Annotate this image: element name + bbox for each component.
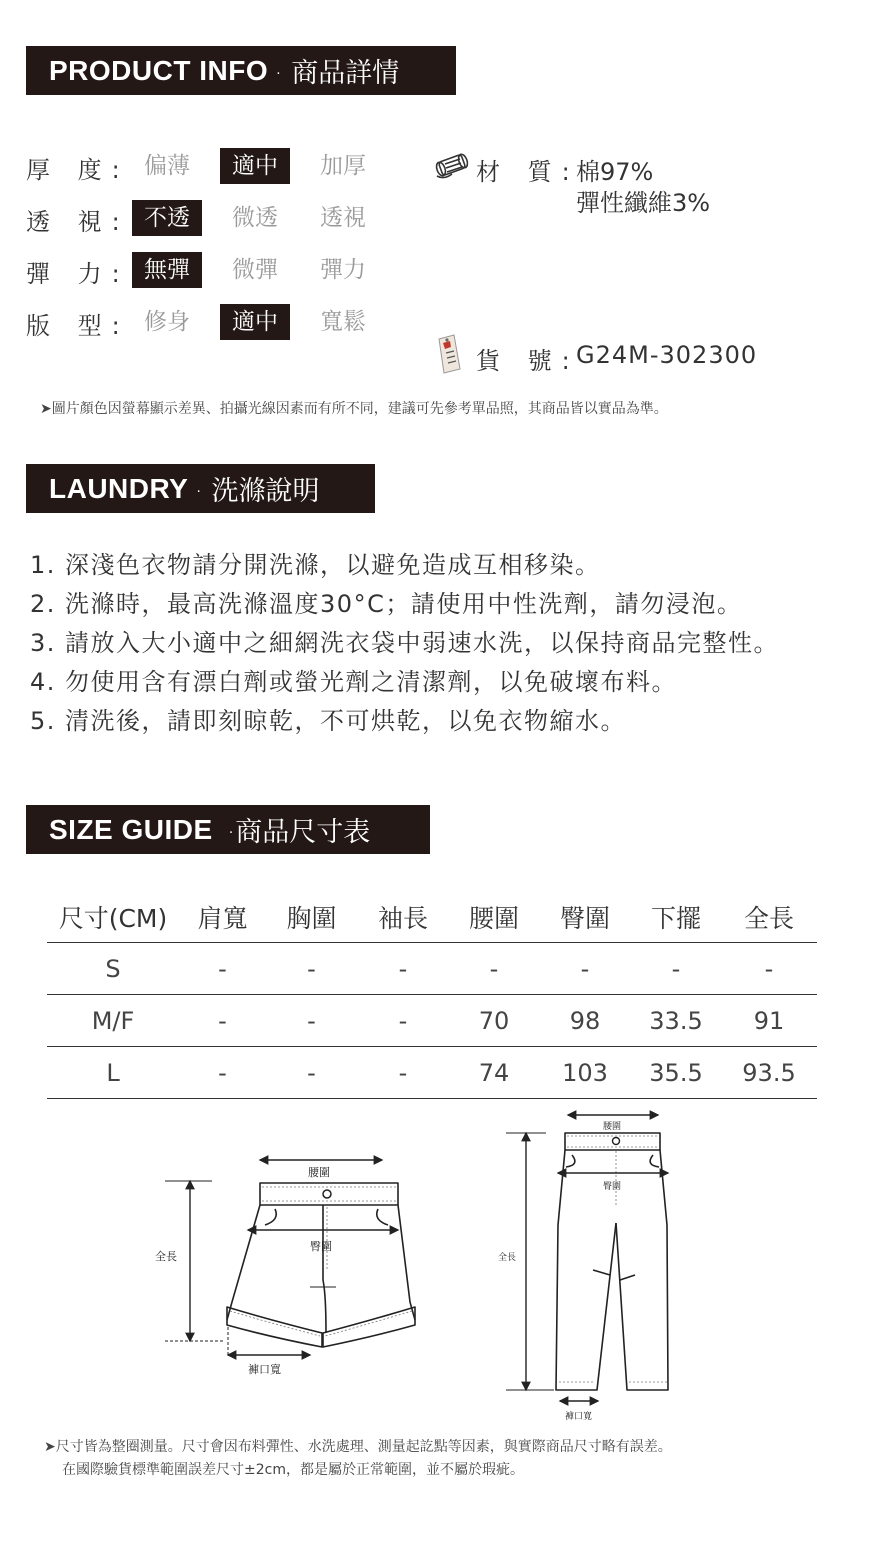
thread-spool-icon (434, 152, 472, 182)
sheerness-option-sheer: 透視 (320, 205, 366, 231)
laundry-item: 2. 洗滌時，最高洗滌溫度30°C；請使用中性洗劑，請勿浸泡。 (30, 590, 743, 618)
shorts-diagram (140, 1105, 460, 1405)
sku-label: 貨 號: (476, 347, 580, 375)
table-cell: M/F (47, 995, 179, 1047)
table-cell: - (721, 943, 817, 995)
table-cell: L (47, 1047, 179, 1099)
elasticity-option-slight: 微彈 (232, 257, 278, 283)
pants-diagram (490, 1105, 690, 1425)
table-cell: - (631, 943, 721, 995)
laundry-item: 5. 清洗後，請即刻晾乾，不可烘乾，以免衣物縮水。 (30, 707, 627, 735)
column-header-sleeve: 袖長 (357, 892, 449, 943)
size-guide-subtitle: ·商品尺寸表 (226, 817, 371, 848)
column-header-chest: 胸圍 (266, 892, 357, 943)
diagram-label-hip: 臀圍 (603, 1182, 622, 1192)
table-cell: 33.5 (631, 995, 721, 1047)
column-header-size: 尺寸(CM) (47, 892, 179, 943)
material-label: 材 質: (476, 158, 580, 186)
table-cell: - (179, 943, 266, 995)
table-cell: 103 (539, 1047, 631, 1099)
column-header-hip: 臀圍 (539, 892, 631, 943)
elasticity-option-none: 無彈 (132, 252, 202, 288)
elasticity-label: 彈 力: (26, 260, 130, 288)
color-disclaimer-note: ➤圖片顏色因螢幕顯示差異、拍攝光線因素而有所不同，建議可先參考單品照，其商品皆以實品為準。 (40, 401, 668, 417)
thickness-option-thick: 加厚 (320, 153, 366, 179)
laundry-item: 1. 深淺色衣物請分開洗滌，以避免造成互相移染。 (30, 551, 601, 579)
material-line-cotton: 棉97% (576, 158, 654, 186)
diagram-label-length: 全長 (498, 1253, 517, 1263)
laundry-item: 3. 請放入大小適中之細網洗衣袋中弱速水洗，以保持商品完整性。 (30, 629, 780, 657)
table-cell: 70 (449, 995, 539, 1047)
size-note-line-2: 在國際驗貨標準範圍誤差尺寸±2cm，都是屬於正常範圍，並不屬於瑕疵。 (62, 1462, 524, 1478)
table-cell: 98 (539, 995, 631, 1047)
hang-tag-icon (436, 333, 464, 375)
table-cell: - (357, 943, 449, 995)
table-cell: S (47, 943, 179, 995)
column-header-length: 全長 (721, 892, 817, 943)
table-cell: - (357, 1047, 449, 1099)
diagram-label-hem: 褲口寬 (565, 1412, 593, 1422)
sheerness-option-opaque: 不透 (132, 200, 202, 236)
sheerness-label: 透 視: (26, 208, 130, 236)
table-cell: - (539, 943, 631, 995)
table-cell: 91 (721, 995, 817, 1047)
size-table-header-row (47, 892, 817, 943)
elasticity-option-stretch: 彈力 (320, 257, 366, 283)
table-cell: - (266, 1047, 357, 1099)
column-header-waist: 腰圍 (449, 892, 539, 943)
table-row (47, 1047, 817, 1099)
material-line-elastane: 彈性纖維3% (576, 189, 711, 217)
laundry-header (26, 464, 375, 513)
diagram-label-hem: 褲口寬 (248, 1363, 281, 1376)
diagram-label-waist: 腰圍 (603, 1122, 622, 1132)
product-info-header (26, 46, 456, 95)
column-header-hem: 下擺 (631, 892, 721, 943)
sheerness-option-slight: 微透 (232, 205, 278, 231)
table-cell: - (449, 943, 539, 995)
table-cell: - (266, 995, 357, 1047)
size-table (47, 892, 817, 1099)
thickness-option-medium: 適中 (220, 148, 290, 184)
laundry-title: LAUNDRY (49, 472, 189, 504)
fit-option-slim: 修身 (144, 309, 190, 335)
size-guide-title: SIZE GUIDE (49, 813, 213, 845)
table-cell: - (266, 943, 357, 995)
table-cell: - (357, 995, 449, 1047)
diagram-label-length: 全長 (155, 1250, 177, 1263)
size-note-line-1: ➤尺寸皆為整圈測量。尺寸會因布料彈性、水洗處理、測量起訖點等因素，與實際商品尺寸略有誤差。 (44, 1439, 672, 1455)
table-cell: - (179, 995, 266, 1047)
column-header-shoulder: 肩寬 (179, 892, 266, 943)
fit-option-loose: 寬鬆 (320, 309, 366, 335)
product-info-subtitle: · 商品詳情 (274, 58, 400, 89)
table-cell: 74 (449, 1047, 539, 1099)
table-row (47, 943, 817, 995)
thickness-option-thin: 偏薄 (144, 153, 190, 179)
size-guide-header (26, 805, 430, 854)
diagram-label-waist: 腰圍 (308, 1166, 330, 1179)
sku-value: G24M-302300 (576, 341, 758, 369)
fit-label: 版 型: (26, 312, 130, 340)
table-cell: 93.5 (721, 1047, 817, 1099)
fit-option-regular: 適中 (220, 304, 290, 340)
laundry-subtitle: · 洗滌說明 (194, 476, 320, 507)
diagram-label-hip: 臀圍 (310, 1240, 332, 1253)
product-info-title: PRODUCT INFO (49, 54, 269, 86)
table-cell: - (179, 1047, 266, 1099)
table-cell: 35.5 (631, 1047, 721, 1099)
thickness-label: 厚 度: (26, 156, 130, 184)
table-row (47, 995, 817, 1047)
laundry-item: 4. 勿使用含有漂白劑或螢光劑之清潔劑，以免破壞布料。 (30, 668, 678, 696)
